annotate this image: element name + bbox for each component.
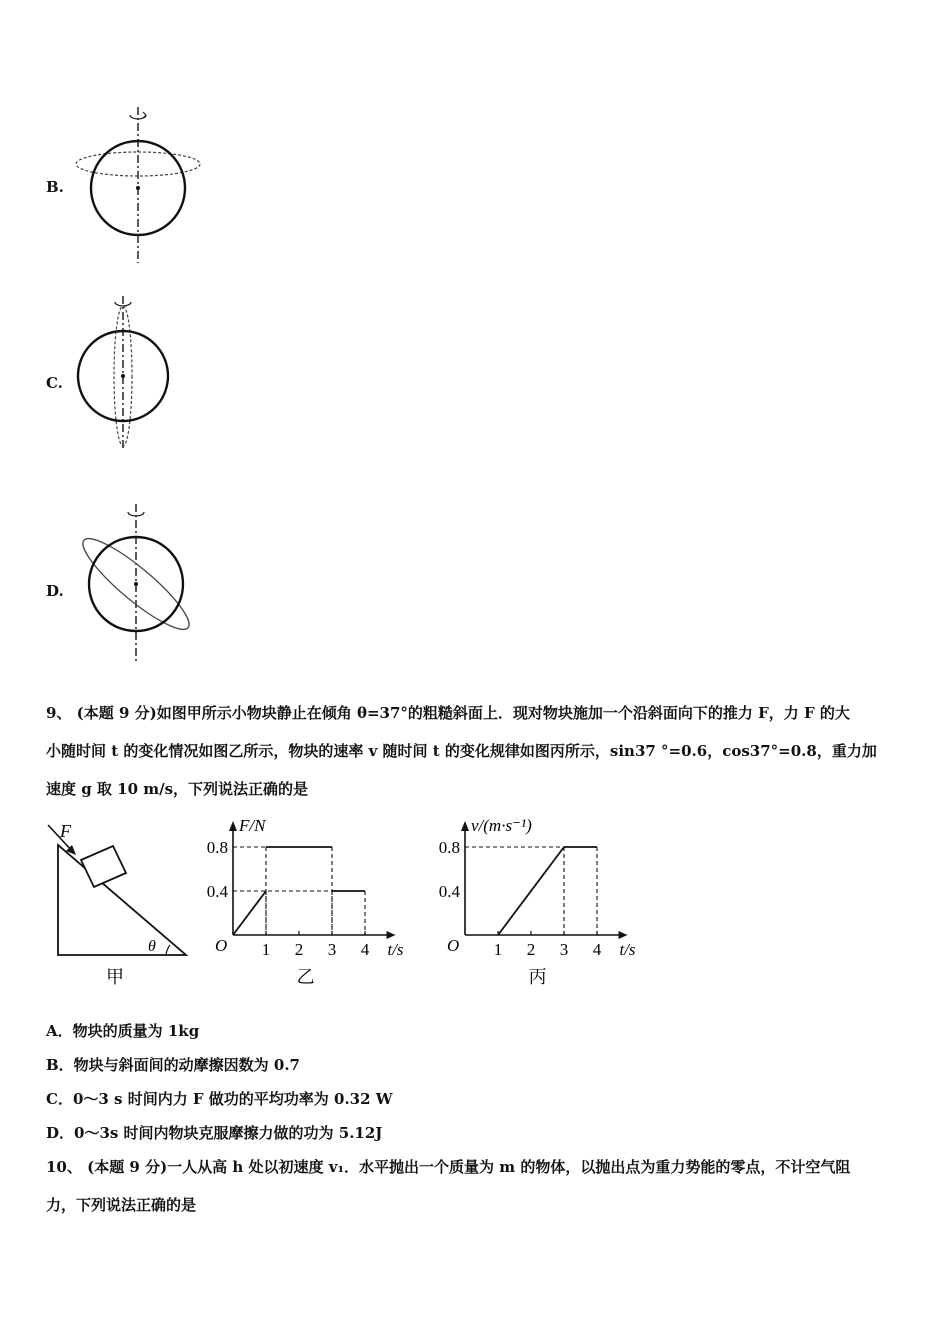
velocity-time-chart-bing <box>430 810 645 995</box>
answer-b: B．物块与斜面间的动摩擦因数为 0.7 <box>46 1056 300 1074</box>
question10-line2: 力，下列说法正确的是 <box>46 1196 197 1214</box>
incline-figure-jia <box>40 815 200 995</box>
y-axis-label: F/N <box>239 816 266 835</box>
force-time-chart-yi <box>198 810 413 995</box>
origin-label: O <box>215 936 228 955</box>
y-axis-label: v/(m·s⁻¹) <box>471 816 532 835</box>
question9-line1: 9、 (本题 9 分)如图甲所示小物块静止在倾角 θ=37°的粗糙斜面上．现对物块施加一个沿斜面向下的推力 F，力 F 的大 <box>46 704 850 722</box>
chart-caption: 乙 <box>296 967 315 987</box>
question10-line1: 10、 (本题 9 分)一人从高 h 处以初速度 v₁．水平抛出一个质量为 m 的物体，以抛出点为重力势能的零点，不计空气阻 <box>46 1158 851 1176</box>
origin-label: O <box>447 936 460 955</box>
x-tick-label: 4 <box>592 940 602 959</box>
x-tick-label: 1 <box>261 940 271 959</box>
x-tick-label: 3 <box>327 940 337 959</box>
y-tick-label: 0.8 <box>438 838 460 857</box>
x-tick-label: 2 <box>526 940 536 959</box>
option-b-label: B. <box>46 178 64 196</box>
question9-line2: 小随时间 t 的变化情况如图乙所示，物块的速率 v 随时间 t 的变化规律如图丙所示，sin37 °=0.6，cos37°=0.8，重力加 <box>46 742 877 760</box>
option-c-label: C. <box>46 374 63 392</box>
question9-line3: 速度 g 取 10 m/s，下列说法正确的是 <box>46 780 309 798</box>
x-axis-label: t/s <box>619 940 636 959</box>
data-segment <box>498 847 564 935</box>
sphere-orbit-figure-c <box>70 290 190 450</box>
force-label: F <box>60 821 71 841</box>
chart-caption: 丙 <box>528 967 547 987</box>
x-axis-label: t/s <box>387 940 404 959</box>
angle-label: θ <box>148 938 156 955</box>
x-tick-label: 2 <box>294 940 304 959</box>
y-tick-label: 0.8 <box>206 838 228 857</box>
y-tick-label: 0.4 <box>206 882 228 901</box>
question9-stem <box>46 694 906 808</box>
x-tick-label: 1 <box>493 940 503 959</box>
block-shape <box>81 846 126 887</box>
y-axis-arrow <box>229 821 237 831</box>
caption-jia: 甲 <box>106 967 124 987</box>
answer-c: C．0～3 s 时间内力 F 做功的平均功率为 0.32 W <box>46 1090 393 1108</box>
x-axis-arrow <box>387 931 396 939</box>
question10-stem <box>46 1148 906 1224</box>
option-d-label: D. <box>46 582 64 600</box>
y-tick-label: 0.4 <box>438 882 460 901</box>
data-segment <box>233 891 266 935</box>
x-tick-label: 4 <box>360 940 370 959</box>
answer-d: D．0～3s 时间内物块克服摩擦力做的功为 5.12J <box>46 1124 383 1142</box>
sphere-orbit-figure-d <box>70 500 200 665</box>
answer-a: A．物块的质量为 1kg <box>46 1022 200 1040</box>
x-axis-arrow <box>619 931 628 939</box>
x-tick-label: 3 <box>559 940 569 959</box>
y-axis-arrow <box>461 821 469 831</box>
sphere-orbit-figure-b <box>70 105 210 265</box>
